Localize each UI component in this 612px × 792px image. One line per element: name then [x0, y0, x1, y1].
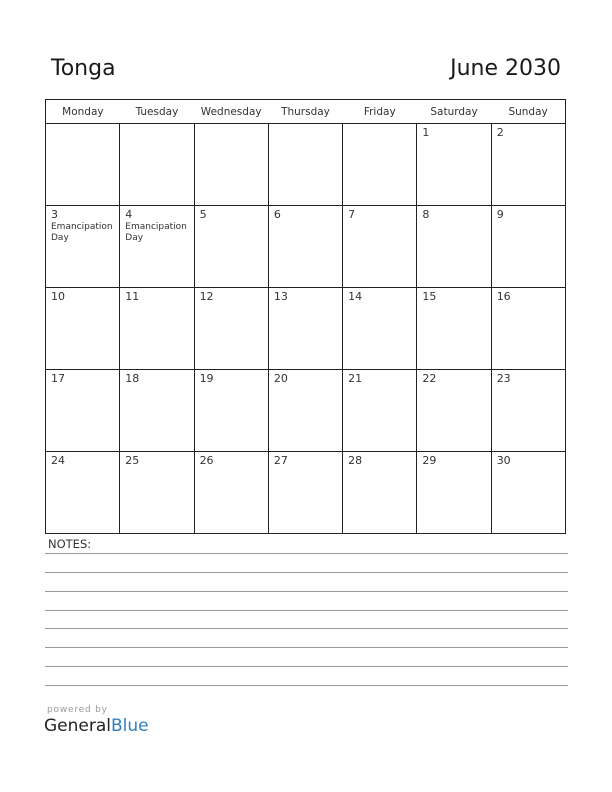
- calendar-day-cell: [343, 288, 417, 370]
- calendar-day-cell: [268, 206, 342, 288]
- day-number: 30: [496, 454, 511, 467]
- calendar-day-cell: [268, 288, 342, 370]
- calendar-day-cell: [417, 452, 491, 534]
- day-number: 27: [273, 454, 288, 467]
- calendar-day-cell: [194, 452, 268, 534]
- calendar-day-cell: [194, 288, 268, 370]
- calendar-week-row: [46, 206, 566, 288]
- brand-part-blue: Blue: [111, 716, 149, 736]
- day-number: 25: [125, 454, 140, 467]
- day-number: 15: [422, 290, 437, 303]
- calendar-day-cell: [343, 452, 417, 534]
- calendar-day-cell: [491, 452, 565, 534]
- calendar-day-cell: [491, 124, 565, 206]
- holiday-label: Emancipation Day: [51, 222, 113, 243]
- day-number: 20: [273, 372, 288, 385]
- calendar-day-cell: [417, 288, 491, 370]
- calendar-day-cell: [46, 206, 120, 288]
- calendar-day-cell: [343, 206, 417, 288]
- calendar-day-cell: [417, 370, 491, 452]
- calendar-day-cell: [343, 370, 417, 452]
- calendar-day-cell: [417, 124, 491, 206]
- calendar-day-cell: [268, 124, 342, 206]
- notes-label: NOTES:: [48, 537, 92, 551]
- weekday-header-row: [46, 100, 566, 124]
- weekday-saturday: Saturday: [417, 100, 491, 124]
- calendar-day-cell: [120, 452, 194, 534]
- country-title: Tonga: [51, 56, 116, 81]
- day-number: 19: [199, 372, 214, 385]
- holiday-label: Emancipation Day: [125, 222, 187, 243]
- day-number: 12: [199, 290, 214, 303]
- calendar-week-row: [46, 288, 566, 370]
- note-line: [45, 628, 568, 629]
- note-line: [45, 647, 568, 648]
- day-number: 28: [348, 454, 363, 467]
- generalblue-logo: [44, 716, 149, 736]
- calendar-week-row: [46, 370, 566, 452]
- day-number: 2: [496, 126, 504, 139]
- day-number: 21: [348, 372, 363, 385]
- powered-by-text: powered by: [47, 705, 108, 715]
- calendar-day-cell: [194, 206, 268, 288]
- calendar-day-cell: [46, 370, 120, 452]
- day-number: 7: [348, 208, 356, 221]
- brand-part-general: General: [44, 716, 111, 736]
- calendar-day-cell: [343, 124, 417, 206]
- day-number: 14: [348, 290, 363, 303]
- note-line: [45, 553, 568, 554]
- day-number: 6: [273, 208, 281, 221]
- day-number: 8: [422, 208, 430, 221]
- weekday-thursday: Thursday: [268, 100, 342, 124]
- day-number: 13: [273, 290, 288, 303]
- day-number: 10: [51, 290, 65, 303]
- weekday-sunday: Sunday: [491, 100, 565, 124]
- calendar-week-row: [46, 124, 566, 206]
- day-number: 17: [51, 372, 65, 385]
- calendar-day-cell: [120, 288, 194, 370]
- note-line: [45, 666, 568, 667]
- calendar-day-cell: [268, 452, 342, 534]
- note-line: [45, 591, 568, 592]
- calendar-day-cell: [46, 124, 120, 206]
- calendar-day-cell: [417, 206, 491, 288]
- note-line: [45, 685, 568, 686]
- day-number: 5: [199, 208, 207, 221]
- day-number: 16: [496, 290, 511, 303]
- day-number: 23: [496, 372, 511, 385]
- calendar-day-cell: [194, 124, 268, 206]
- day-number: 4: [125, 208, 133, 221]
- day-number: 22: [422, 372, 437, 385]
- calendar-day-cell: [120, 370, 194, 452]
- calendar-day-cell: [194, 370, 268, 452]
- calendar-day-cell: [46, 452, 120, 534]
- month-year-title: June 2030: [450, 56, 561, 81]
- calendar-day-cell: [491, 370, 565, 452]
- weekday-tuesday: Tuesday: [120, 100, 194, 124]
- calendar-week-row: [46, 452, 566, 534]
- day-number: 9: [496, 208, 504, 221]
- note-line: [45, 610, 568, 611]
- calendar-day-cell: [491, 288, 565, 370]
- calendar-day-cell: [120, 206, 194, 288]
- calendar-day-cell: [120, 124, 194, 206]
- weekday-friday: Friday: [343, 100, 417, 124]
- day-number: 18: [125, 372, 140, 385]
- day-number: 3: [51, 208, 58, 221]
- day-number: 29: [422, 454, 437, 467]
- note-line: [45, 572, 568, 573]
- weekday-wednesday: Wednesday: [194, 100, 268, 124]
- day-number: 24: [51, 454, 65, 467]
- day-number: 26: [199, 454, 214, 467]
- calendar-day-cell: [491, 206, 565, 288]
- day-number: 11: [125, 290, 140, 303]
- weekday-monday: Monday: [46, 100, 120, 124]
- day-number: 1: [422, 126, 430, 139]
- calendar-day-cell: [268, 370, 342, 452]
- calendar-day-cell: [46, 288, 120, 370]
- calendar-grid: [45, 99, 566, 534]
